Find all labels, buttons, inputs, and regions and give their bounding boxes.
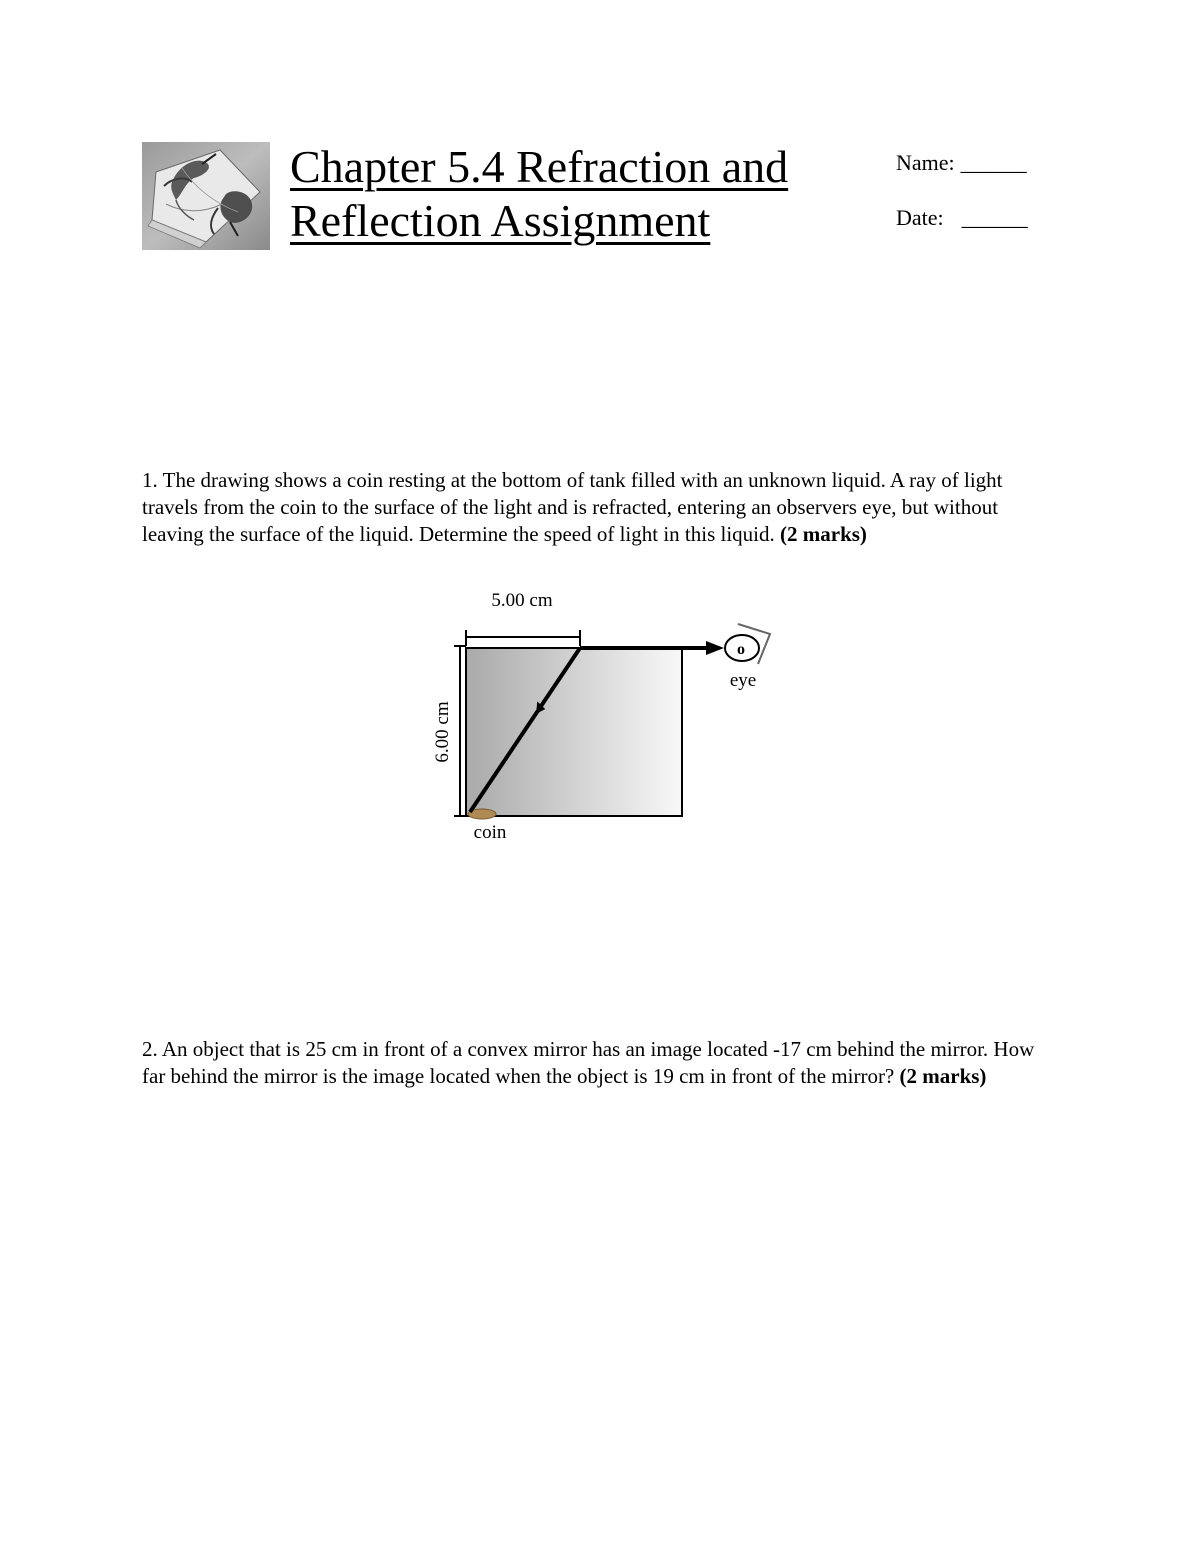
question-1-marks: (2 marks)	[780, 522, 867, 546]
date-field	[896, 205, 1028, 231]
width-label: 5.00 cm	[491, 590, 553, 611]
date-label: Date:	[896, 205, 944, 230]
question-1	[142, 467, 1052, 548]
drawing-hands-logo	[142, 142, 270, 250]
date-blank: ______	[961, 205, 1028, 230]
height-label: 6.00 cm	[432, 701, 453, 763]
name-blank: ______	[960, 150, 1027, 175]
surface-ray-arrowhead	[706, 641, 724, 655]
question-2-text: 2. An object that is 25 cm in front of a convex mirror has an image located -17 cm behind the mirror. How far behind the mirror is the image located when the object is 19 cm in front of the mirror?	[142, 1037, 1035, 1088]
name-label: Name:	[896, 150, 955, 175]
refraction-diagram	[420, 580, 800, 850]
title-line-2: Reflection Assignment	[290, 195, 711, 246]
page-title	[290, 140, 850, 248]
liquid-tank	[466, 648, 682, 816]
eye-label: eye	[729, 670, 757, 691]
eye-pupil: o	[737, 641, 745, 658]
coin-label: coin	[473, 822, 507, 843]
title-line-1: Chapter 5.4 Refraction and	[290, 141, 789, 192]
name-field	[896, 150, 1027, 176]
question-2-marks: (2 marks)	[899, 1064, 987, 1088]
question-1-text: 1. The drawing shows a coin resting at the bottom of tank filled with an unknown liquid. A ray of light travels from the coin to the surface of the light and is refracted, entering an observers eye, but without leaving the surface of the liquid. Determine the speed of light in this liquid.	[142, 468, 1003, 546]
question-2	[142, 1036, 1052, 1090]
